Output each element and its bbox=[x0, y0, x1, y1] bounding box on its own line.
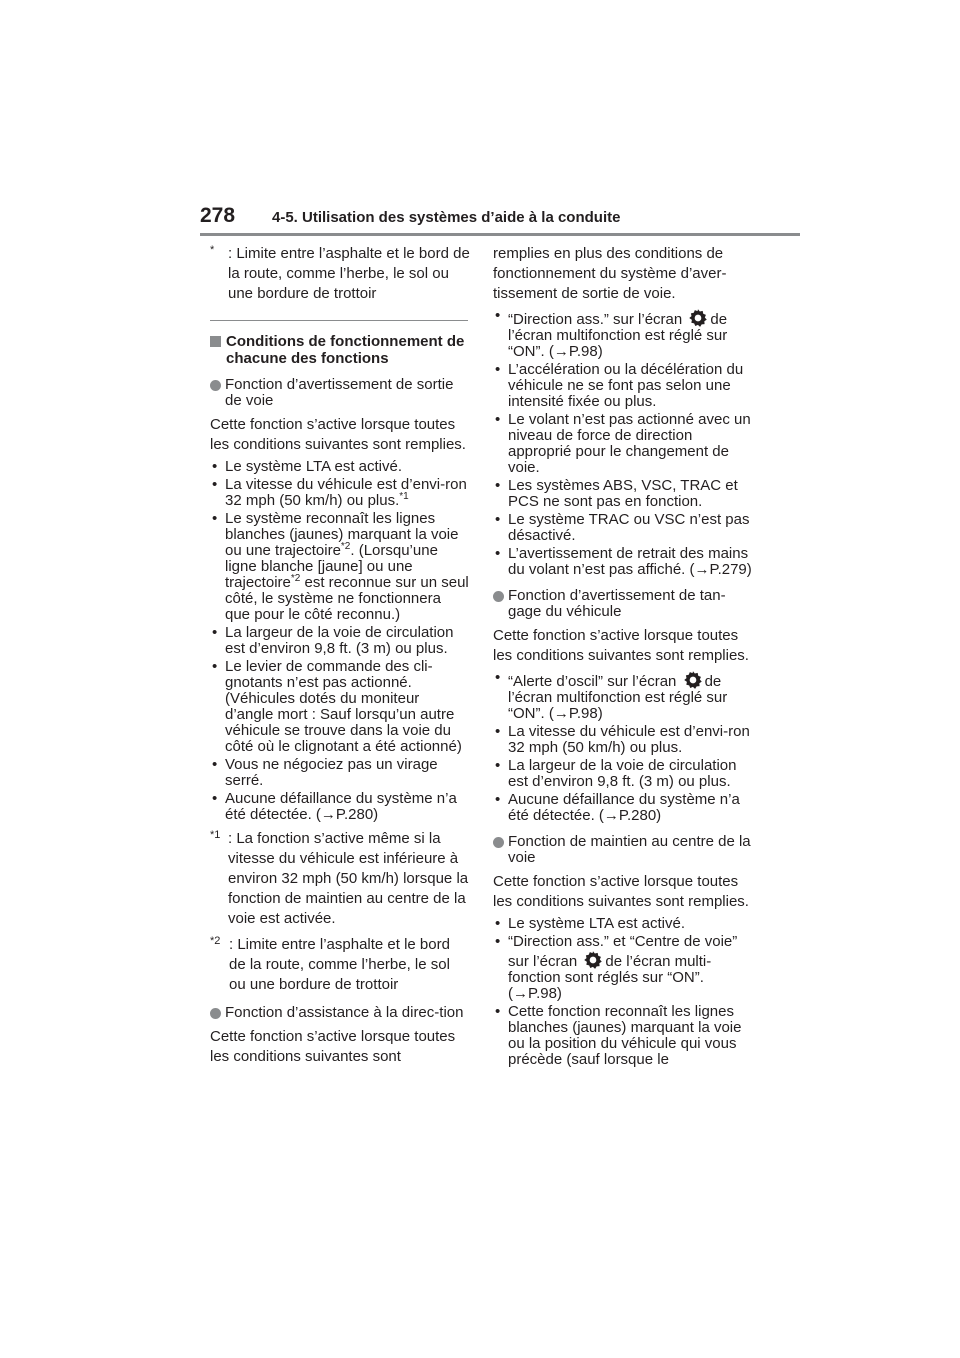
footnote-mark: *1 bbox=[210, 829, 221, 841]
subheading-text: Fonction d’assistance à la direc-tion bbox=[225, 1004, 464, 1021]
conditions-list bbox=[493, 916, 755, 1068]
footnote-ref: *1 bbox=[399, 491, 409, 502]
footnote-ref: *2 bbox=[340, 541, 351, 552]
list-item: • “Direction ass.” sur l’écran de l’écran multifonction est réglé sur “ON”. (→P.98) bbox=[495, 307, 728, 360]
page-header bbox=[200, 204, 800, 236]
list-item: • Le volant n’est pas actionné avec un niveau de force de direction approprié pour le changement de voie. bbox=[495, 411, 751, 476]
list-item: • Le système TRAC ou VSC n’est pas désactivé. bbox=[495, 511, 750, 544]
footnote-text: : La fonction s’active même si la vitesse du véhicule est inférieure à environ 32 mph (50 km/h) lorsque la fonction de maintien au centre de la voie est activée. bbox=[228, 830, 469, 927]
footnote-2 bbox=[210, 935, 470, 995]
list-item: • Les systèmes ABS, VSC, TRAC et PCS ne sont pas en fonction. bbox=[495, 477, 738, 510]
footnote-mark: *2 bbox=[210, 935, 221, 947]
list-item: • Le système LTA est activé. bbox=[495, 915, 686, 932]
subheading-lane-centering bbox=[493, 834, 755, 866]
gear-icon bbox=[688, 308, 708, 328]
subheading-lane-departure bbox=[210, 377, 470, 409]
footnote-asterisk bbox=[210, 244, 470, 304]
paragraph-intro: Cette fonction s’active lorsque toutes les conditions suivantes sont remplies. bbox=[493, 627, 749, 664]
paragraph-intro: Cette fonction s’active lorsque toutes les conditions suivantes sont remplies. bbox=[493, 873, 749, 910]
list-item: • Aucune défaillance du système n’a été détectée. (→P.280) bbox=[212, 790, 457, 823]
list-item: • Cette fonction reconnaît les lignes blanches (jaunes) marquant la voie ou la position du véhicule qui vous précède (sauf lorsque le bbox=[495, 1003, 742, 1068]
list-item: • Le levier de commande des cli-gnotants n’est pas actionné. (Véhicules dotés du moniteur d’angle mort : Sauf lorsqu’un autre véhicule se trouve dans la voie du côté où le clignotant a été actionné) bbox=[212, 658, 462, 755]
page-number: 278 bbox=[200, 204, 236, 227]
subheading-text: Fonction d’avertissement de tan-gage du véhicule bbox=[508, 587, 726, 620]
right-column bbox=[493, 244, 755, 1070]
left-column bbox=[210, 244, 470, 1067]
subheading-text: Fonction d’avertissement de sortie de voie bbox=[225, 376, 454, 409]
subheading-vehicle-sway bbox=[493, 588, 755, 620]
list-item: • L’avertissement de retrait des mains du volant n’est pas affiché. (→P.279) bbox=[495, 545, 752, 578]
list-item: • “Alerte d’oscil” sur l’écran de l’écran multifonction est réglé sur “ON”. (→P.98) bbox=[495, 669, 728, 722]
footnote-1 bbox=[210, 829, 470, 929]
section-title: 4-5. Utilisation des systèmes d’aide à la conduite bbox=[272, 209, 621, 226]
section-divider bbox=[210, 320, 468, 321]
circle-bullet-icon bbox=[210, 1008, 221, 1019]
list-item: • La largeur de la voie de circulation est d’environ 9,8 ft. (3 m) ou plus. bbox=[212, 624, 454, 657]
list-item: • L’accélération ou la décélération du véhicule ne se font pas selon une intensité fixée ou plus. bbox=[495, 361, 744, 410]
footnote-mark: * bbox=[210, 244, 215, 256]
circle-bullet-icon bbox=[210, 380, 221, 391]
paragraph-continued: remplies en plus des conditions de fonctionnement du système d’aver-tissement de sortie de voie. bbox=[493, 245, 727, 302]
list-item: • La vitesse du véhicule est d’envi-ron 32 mph (50 km/h) ou plus.$^{*1}$ bbox=[212, 476, 467, 509]
conditions-list bbox=[210, 459, 470, 823]
header-rule bbox=[200, 233, 800, 236]
subheading-steering-assist bbox=[210, 1005, 470, 1021]
subheading-text: Fonction de maintien au centre de la voie bbox=[508, 833, 751, 866]
footnote-text: : Limite entre l’asphalte et le bord de la route, comme l’herbe, le sol ou une bordure de trottoir bbox=[229, 936, 450, 993]
paragraph-intro: Cette fonction s’active lorsque toutes les conditions suivantes sont bbox=[210, 1028, 456, 1065]
list-item: • La largeur de la voie de circulation est d’environ 9,8 ft. (3 m) ou plus. bbox=[495, 757, 737, 790]
paragraph-intro: Cette fonction s’active lorsque toutes les conditions suivantes sont remplies. bbox=[210, 416, 466, 453]
footnote-ref: *2 bbox=[290, 573, 301, 584]
conditions-list bbox=[493, 670, 755, 824]
gear-icon bbox=[683, 670, 703, 690]
list-item: • Le système LTA est activé. bbox=[212, 458, 403, 475]
list-item: • “Direction ass.” et “Centre de voie” sur l’écran de l’écran multi-fonction sont réglés sur “ON”. (→P.98) bbox=[495, 933, 738, 1002]
list-item: • Le système reconnaît les lignes blanches (jaunes) marquant la voie ou une trajectoire$^{*2}$. (Lorsqu’une ligne blanche [jaune] ou une trajectoire$^{*2}$ est reconnue sur un seul côté, le système ne fonctionnera que pour le côté reconnu.) bbox=[212, 510, 469, 623]
circle-bullet-icon bbox=[493, 837, 504, 848]
section-heading bbox=[210, 333, 470, 367]
list-item: • La vitesse du véhicule est d’envi-ron 32 mph (50 km/h) ou plus. bbox=[495, 723, 750, 756]
list-item: • Vous ne négociez pas un virage serré. bbox=[212, 756, 438, 789]
conditions-list bbox=[493, 308, 755, 578]
circle-bullet-icon bbox=[493, 591, 504, 602]
square-bullet-icon bbox=[210, 336, 221, 347]
footnote-text: : Limite entre l’asphalte et le bord de la route, comme l’herbe, le sol ou une bordure de trottoir bbox=[228, 245, 470, 302]
section-heading-text: Conditions de fonctionnement de chacune des fonctions bbox=[226, 333, 465, 367]
list-item: • Aucune défaillance du système n’a été détectée. (→P.280) bbox=[495, 791, 740, 824]
gear-icon bbox=[583, 950, 603, 970]
